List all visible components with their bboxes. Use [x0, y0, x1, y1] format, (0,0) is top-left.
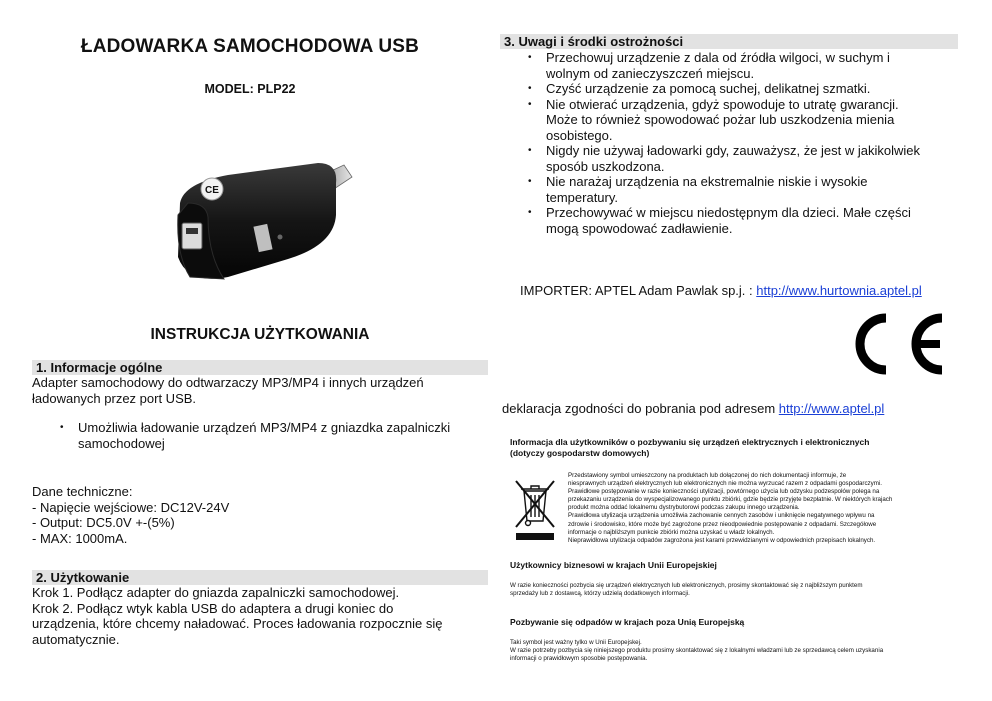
section-precautions [500, 34, 958, 49]
crossed-bin-icon [512, 477, 558, 543]
feature-list [78, 420, 488, 451]
list-item: • Nigdy nie używaj ładowarki gdy, zauważysz, że jest w jakikolwiek sposób uszkodzona. [546, 143, 958, 174]
section-heading: 2. Użytkowanie [32, 570, 488, 585]
section-heading: 1. Informacje ogólne [32, 360, 488, 375]
precautions-list [546, 50, 958, 236]
eu-business-text: W razie konieczności pozbycia się urządzeń elektrycznych lub elektronicznych, prosimy skontaktować się z najbliższym punktem sprzedaży lub z dostawcą, którzy udzielą dodatkowych informacji. [510, 582, 863, 598]
section-heading: 3. Uwagi i środki ostrożności [500, 34, 958, 49]
technical-data: Dane techniczne: - Napięcie wejściowe: DC12V-24V - Output: DC5.0V +-(5%) - MAX: 1000mA. [32, 484, 230, 546]
ce-mark-icon [838, 312, 948, 376]
weee-title: Informacja dla użytkowników o pozbywaniu się urządzeń elektrycznych i elektronicznych (dotyczy gospodarstw domowych) [510, 437, 870, 458]
importer-text: IMPORTER: APTEL Adam Pawlak sp.j. : [520, 283, 757, 298]
manual-title: INSTRUKCJA UŻYTKOWANIA [150, 326, 370, 343]
list-item: • Czyść urządzenie za pomocą suchej, delikatnej szmatki. [546, 81, 958, 97]
list-item: • Przechowywać w miejscu niedostępnym dla dzieci. Małe części mogą spowodować zadławienie. [546, 205, 958, 236]
car-charger-icon [168, 155, 358, 285]
list-item: • Nie otwierać urządzenia, gdyż spowoduje to utratę gwarancji. Może to również spowodować pożar lub uszkodzenia mienia osobistego. [546, 97, 958, 144]
declaration-info [502, 401, 972, 416]
importer-link[interactable]: http://www.hurtownia.aptel.pl [756, 283, 922, 298]
usage-text: Krok 1. Podłącz adapter do gniazda zapalniczki samochodowej. Krok 2. Podłącz wtyk kabla USB do adaptera a drugi koniec do urządzenia, które chcemy naładować. Proces ładowania rozpocznie się automatycznie. [32, 585, 443, 647]
svg-text:CE: CE [205, 185, 219, 196]
non-eu-title: Pozbywanie się odpadów w krajach poza Unią Europejską [510, 617, 745, 627]
list-item: • Przechowuj urządzenie z dala od źródła wilgoci, w suchym i wolnym od zanieczyszczeń miejscu. [546, 50, 958, 81]
section-usage [32, 570, 488, 647]
declaration-text: deklaracja zgodności do pobrania pod adresem [502, 401, 779, 416]
importer-info [520, 283, 970, 298]
product-title: ŁADOWARKA SAMOCHODOWA USB [80, 36, 420, 57]
intro-text: Adapter samochodowy do odtwarzaczy MP3/MP4 i innych urządzeń ładowanych przez port USB. [32, 375, 424, 406]
model-number: MODEL: PLP22 [204, 82, 296, 96]
eu-business-title: Użytkownicy biznesowi w krajach Unii Europejskiej [510, 560, 717, 570]
non-eu-text: Taki symbol jest ważny tylko w Unii Europejskej. W razie potrzeby pozbycia się niniejszego produktu prosimy skontaktować się z lokalnymi władzami lub ze sprzedawcą celem uzyskania informacji o prawidłowym sposobie postępowania. [510, 639, 884, 663]
list-item: • Umożliwia ładowanie urządzeń MP3/MP4 z gniazdka zapalniczki samochodowej [78, 420, 488, 451]
section-general-info [32, 360, 488, 406]
weee-description: Przedstawiony symbol umieszczony na produktach lub dołączonej do nich dokumentacji informuje, że niesprawnych urządzeń elektrycznych lub elektronicznych nie można wyrzucać razem z odpadami gospodarczymi. Prawidłowe postępowanie w razie konieczności utylizacji, powtórnego użycia lub odzysku podzespołów polega na przekazaniu urządzenia do wyspecjalizowanego punktu zbiórki, gdzie będzie przyjęte bezpłatnie. W niektórych krajach produkt można oddać lokalnemu dystrybutorowi podczas zakupu innego urządzenia. Prawidłowa utylizacja urządzenia umożliwia zachowanie cennych zasobów i uniknięcie negatywnego wpływu na zdrowie i środowisko, które może być zagrożone przez nieodpowiednie postępowanie z odpadami. Szczegółowe informacje o najbliższym punkcie zbiórki można uzyskać u władz lokalnych. Nieprawidłowa utylizacja odpadów zagrożona jest karami przewidzianymi w odpowiednich przepisach lokalnych. [568, 472, 893, 544]
declaration-link[interactable]: http://www.aptel.pl [778, 401, 885, 416]
list-item: • Nie narażaj urządzenia na ekstremalnie niskie i wysokie temperatury. [546, 174, 958, 205]
